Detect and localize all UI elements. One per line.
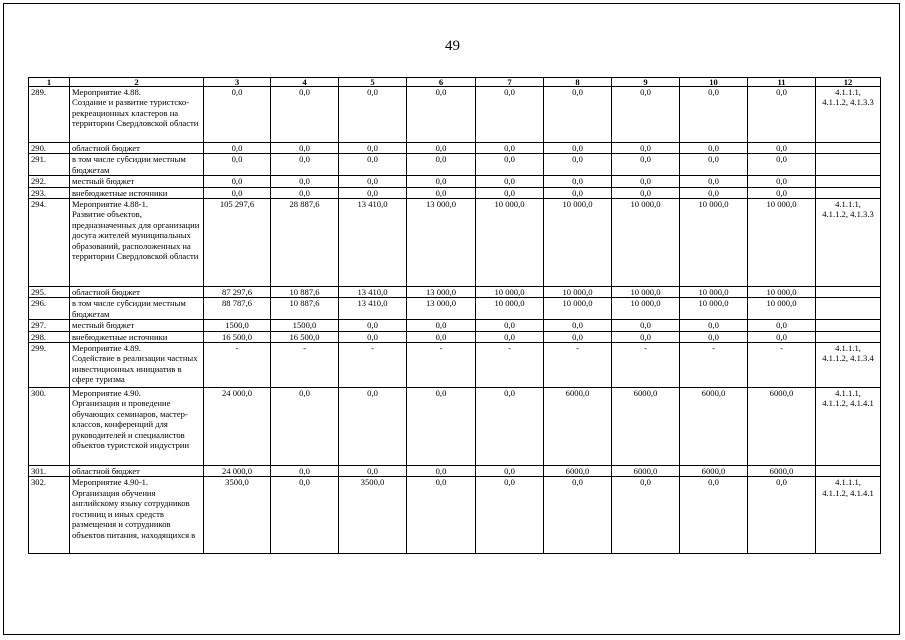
value-cell: 0,0 [339, 331, 407, 342]
value-cell: 0,0 [476, 331, 544, 342]
row-name: Мероприятие 4.90-1. Организация обучения английскому языку сотрудников гостиниц и иных средств размещения и сотрудников объектов питания, находящихся в [70, 477, 204, 554]
value-cell: - [204, 343, 271, 388]
row-name: внебюджетные источники [70, 331, 204, 342]
row-number: 289. [29, 87, 70, 143]
value-cell: - [612, 343, 680, 388]
value-cell: 0,0 [544, 331, 612, 342]
row-number: 292. [29, 176, 70, 187]
value-cell: 13 000,0 [407, 298, 476, 320]
value-cell: 0,0 [544, 477, 612, 554]
value-cell: 1500,0 [271, 320, 339, 331]
value-cell: 0,0 [544, 143, 612, 154]
table-row [29, 466, 881, 477]
row-number: 302. [29, 477, 70, 554]
value-cell: 0,0 [748, 87, 816, 143]
value-cell: 13 410,0 [339, 199, 407, 287]
target-ref-cell [816, 298, 881, 320]
value-cell: 0,0 [339, 388, 407, 466]
column-header: 2 [70, 78, 204, 87]
budget-table [28, 77, 881, 554]
value-cell: 0,0 [612, 331, 680, 342]
column-header: 7 [476, 78, 544, 87]
row-number: 301. [29, 466, 70, 477]
value-cell: 105 297,6 [204, 199, 271, 287]
value-cell: - [339, 343, 407, 388]
value-cell: - [476, 343, 544, 388]
value-cell: 10 000,0 [612, 287, 680, 298]
row-number: 299. [29, 343, 70, 388]
column-header: 1 [29, 78, 70, 87]
row-name: Мероприятие 4.90. Организация и проведение обучающих семинаров, мастер-классов, конференций для руководителей и специалистов объектов туристской индустрии [70, 388, 204, 466]
table-row [29, 199, 881, 287]
row-name: Мероприятие 4.88. Создание и развитие туристско-рекреационных кластеров на территории Свердловской области [70, 87, 204, 143]
target-ref-cell: 4.1.1.1, 4.1.1.2, 4.1.3.3 [816, 199, 881, 287]
value-cell: 0,0 [407, 176, 476, 187]
column-header: 5 [339, 78, 407, 87]
table-row [29, 343, 881, 388]
value-cell: 0,0 [544, 154, 612, 176]
value-cell: 0,0 [544, 87, 612, 143]
value-cell: 10 887,6 [271, 287, 339, 298]
value-cell: 0,0 [204, 154, 271, 176]
value-cell: 1500,0 [204, 320, 271, 331]
value-cell: 0,0 [476, 87, 544, 143]
target-ref-cell [816, 320, 881, 331]
value-cell: 16 500,0 [204, 331, 271, 342]
table-row [29, 331, 881, 342]
value-cell: 13 410,0 [339, 287, 407, 298]
column-header: 10 [680, 78, 748, 87]
value-cell: 10 000,0 [612, 298, 680, 320]
column-header: 4 [271, 78, 339, 87]
row-number: 293. [29, 187, 70, 198]
value-cell: 0,0 [271, 143, 339, 154]
row-name: в том числе субсидии местным бюджетам [70, 154, 204, 176]
value-cell: 0,0 [476, 176, 544, 187]
value-cell: 0,0 [748, 154, 816, 176]
target-ref-cell [816, 331, 881, 342]
value-cell: 0,0 [204, 143, 271, 154]
value-cell: 0,0 [339, 154, 407, 176]
value-cell: 0,0 [680, 320, 748, 331]
value-cell: 0,0 [407, 320, 476, 331]
value-cell: 0,0 [748, 477, 816, 554]
value-cell: 0,0 [407, 388, 476, 466]
row-name: местный бюджет [70, 176, 204, 187]
value-cell: 0,0 [680, 87, 748, 143]
value-cell: 10 000,0 [748, 287, 816, 298]
row-name: внебюджетные источники [70, 187, 204, 198]
value-cell: 0,0 [612, 87, 680, 143]
column-header: 12 [816, 78, 881, 87]
row-name: Мероприятие 4.88-1. Развитие объектов, предназначенных для организации досуга жителей муниципальных образований, расположенных на территории Свердловской области [70, 199, 204, 287]
value-cell: 0,0 [476, 143, 544, 154]
value-cell: 0,0 [748, 187, 816, 198]
value-cell: 0,0 [407, 154, 476, 176]
value-cell: 6000,0 [612, 466, 680, 477]
value-cell: 0,0 [680, 154, 748, 176]
value-cell: 0,0 [204, 187, 271, 198]
value-cell: 87 297,6 [204, 287, 271, 298]
target-ref-cell [816, 143, 881, 154]
value-cell: 6000,0 [544, 388, 612, 466]
value-cell: - [271, 343, 339, 388]
column-header: 8 [544, 78, 612, 87]
value-cell: 0,0 [339, 87, 407, 143]
value-cell: 13 410,0 [339, 298, 407, 320]
value-cell: 0,0 [271, 388, 339, 466]
value-cell: 0,0 [407, 143, 476, 154]
value-cell: 0,0 [271, 176, 339, 187]
target-ref-cell: 4.1.1.1, 4.1.1.2, 4.1.3.4 [816, 343, 881, 388]
value-cell: 0,0 [271, 477, 339, 554]
column-header: 6 [407, 78, 476, 87]
row-number: 297. [29, 320, 70, 331]
value-cell: 0,0 [544, 187, 612, 198]
header-row [29, 78, 881, 87]
value-cell: 0,0 [748, 176, 816, 187]
row-name: областной бюджет [70, 287, 204, 298]
value-cell: 3500,0 [204, 477, 271, 554]
target-ref-cell: 4.1.1.1, 4.1.1.2, 4.1.4.1 [816, 477, 881, 554]
value-cell: - [748, 343, 816, 388]
value-cell: 0,0 [204, 176, 271, 187]
value-cell: 10 000,0 [544, 199, 612, 287]
value-cell: 0,0 [476, 320, 544, 331]
row-name: местный бюджет [70, 320, 204, 331]
value-cell: 0,0 [339, 466, 407, 477]
table-row [29, 87, 881, 143]
value-cell: 0,0 [476, 154, 544, 176]
value-cell: 0,0 [339, 176, 407, 187]
value-cell: 10 000,0 [476, 287, 544, 298]
value-cell: 0,0 [339, 143, 407, 154]
row-number: 294. [29, 199, 70, 287]
value-cell: 0,0 [204, 87, 271, 143]
value-cell: 10 887,6 [271, 298, 339, 320]
table-row [29, 187, 881, 198]
value-cell: 0,0 [407, 187, 476, 198]
row-name: в том числе субсидии местным бюджетам [70, 298, 204, 320]
value-cell: 6000,0 [748, 466, 816, 477]
row-number: 296. [29, 298, 70, 320]
row-number: 300. [29, 388, 70, 466]
table-row [29, 320, 881, 331]
value-cell: 0,0 [680, 143, 748, 154]
table-row [29, 298, 881, 320]
target-ref-cell [816, 287, 881, 298]
value-cell: 3500,0 [339, 477, 407, 554]
value-cell: 24 000,0 [204, 466, 271, 477]
value-cell: - [544, 343, 612, 388]
value-cell: 10 000,0 [476, 298, 544, 320]
value-cell: 0,0 [612, 320, 680, 331]
value-cell: 10 000,0 [748, 298, 816, 320]
target-ref-cell [816, 176, 881, 187]
table-row [29, 477, 881, 554]
value-cell: 6000,0 [680, 466, 748, 477]
column-header: 11 [748, 78, 816, 87]
row-number: 290. [29, 143, 70, 154]
value-cell: 0,0 [476, 388, 544, 466]
value-cell: 0,0 [407, 477, 476, 554]
value-cell: 10 000,0 [680, 287, 748, 298]
target-ref-cell [816, 154, 881, 176]
value-cell: 10 000,0 [544, 287, 612, 298]
value-cell: 10 000,0 [748, 199, 816, 287]
target-ref-cell: 4.1.1.1, 4.1.1.2, 4.1.4.1 [816, 388, 881, 466]
value-cell: 0,0 [339, 187, 407, 198]
row-name: областной бюджет [70, 466, 204, 477]
value-cell: 0,0 [680, 187, 748, 198]
row-number: 298. [29, 331, 70, 342]
value-cell: - [680, 343, 748, 388]
value-cell: 0,0 [680, 331, 748, 342]
value-cell: 0,0 [407, 466, 476, 477]
target-ref-cell [816, 466, 881, 477]
table-row [29, 143, 881, 154]
value-cell: 0,0 [476, 187, 544, 198]
column-header: 3 [204, 78, 271, 87]
target-ref-cell [816, 187, 881, 198]
value-cell: 10 000,0 [544, 298, 612, 320]
value-cell: 0,0 [407, 331, 476, 342]
value-cell: 0,0 [407, 87, 476, 143]
value-cell: 10 000,0 [476, 199, 544, 287]
value-cell: 0,0 [271, 466, 339, 477]
value-cell: 0,0 [339, 320, 407, 331]
value-cell: 0,0 [612, 477, 680, 554]
target-ref-cell: 4.1.1.1, 4.1.1.2, 4.1.3.3 [816, 87, 881, 143]
value-cell: 0,0 [476, 466, 544, 477]
table-row [29, 388, 881, 466]
value-cell: 0,0 [544, 320, 612, 331]
page-number: 49 [445, 38, 460, 54]
row-number: 295. [29, 287, 70, 298]
value-cell: 6000,0 [612, 388, 680, 466]
table-row [29, 287, 881, 298]
value-cell: 0,0 [612, 154, 680, 176]
table-row [29, 176, 881, 187]
value-cell: 6000,0 [680, 388, 748, 466]
value-cell: 28 887,6 [271, 199, 339, 287]
value-cell: 0,0 [680, 477, 748, 554]
row-name: Мероприятие 4.89. Содействие в реализации частных инвестиционных инициатив в сфере туризма [70, 343, 204, 388]
column-header: 9 [612, 78, 680, 87]
value-cell: - [407, 343, 476, 388]
value-cell: 0,0 [680, 176, 748, 187]
value-cell: 0,0 [612, 143, 680, 154]
value-cell: 0,0 [271, 154, 339, 176]
value-cell: 88 787,6 [204, 298, 271, 320]
value-cell: 0,0 [748, 143, 816, 154]
value-cell: 24 000,0 [204, 388, 271, 466]
value-cell: 0,0 [612, 176, 680, 187]
value-cell: 0,0 [544, 176, 612, 187]
value-cell: 13 000,0 [407, 287, 476, 298]
value-cell: 0,0 [271, 187, 339, 198]
row-number: 291. [29, 154, 70, 176]
value-cell: 0,0 [748, 320, 816, 331]
value-cell: 6000,0 [748, 388, 816, 466]
value-cell: 0,0 [748, 331, 816, 342]
value-cell: 16 500,0 [271, 331, 339, 342]
value-cell: 0,0 [612, 187, 680, 198]
value-cell: 6000,0 [544, 466, 612, 477]
value-cell: 10 000,0 [680, 199, 748, 287]
value-cell: 10 000,0 [680, 298, 748, 320]
value-cell: 0,0 [476, 477, 544, 554]
value-cell: 13 000,0 [407, 199, 476, 287]
table-row [29, 154, 881, 176]
row-name: областной бюджет [70, 143, 204, 154]
value-cell: 0,0 [271, 87, 339, 143]
value-cell: 10 000,0 [612, 199, 680, 287]
